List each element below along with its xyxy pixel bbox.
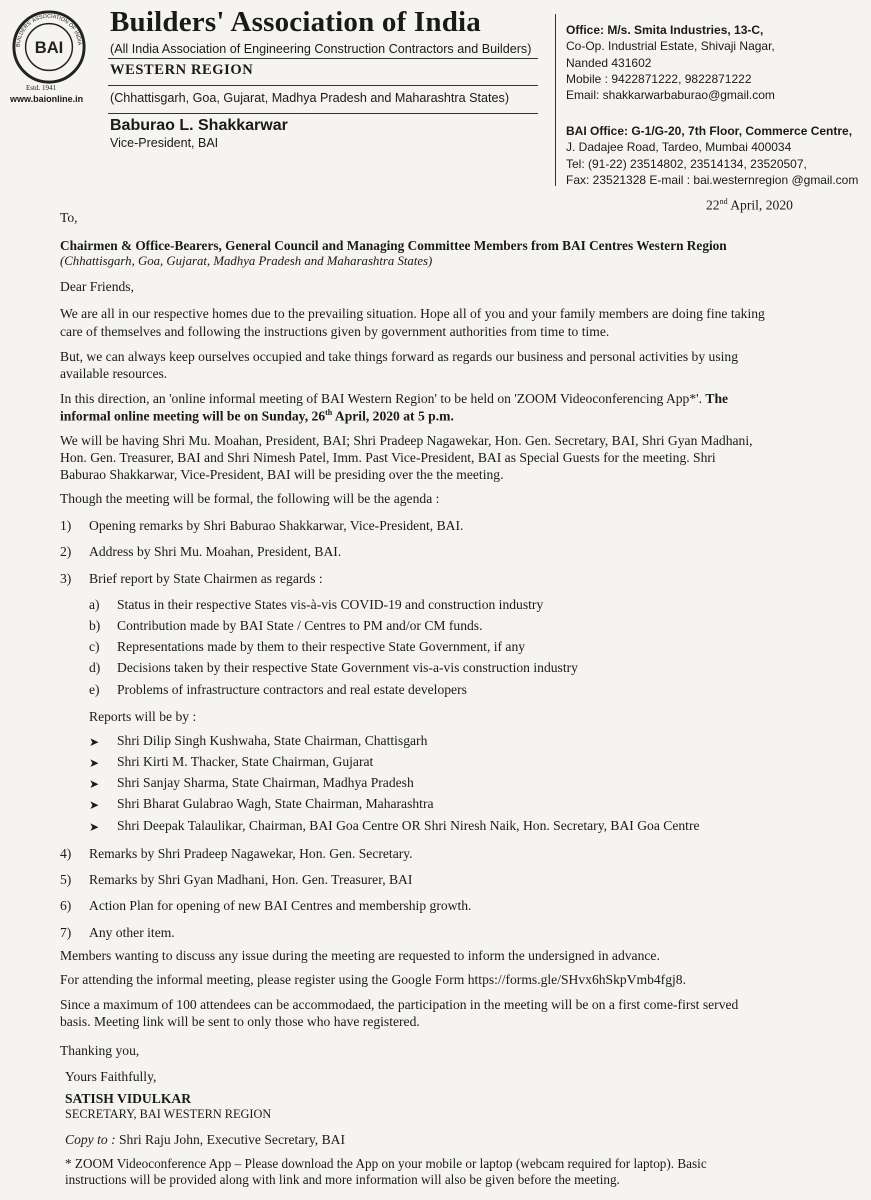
meeting-time: informal online meeting will be on Sunday, 26th April, 2020 at 5 p.m.	[60, 408, 454, 424]
office-address-1	[566, 22, 775, 103]
closing-line: Yours Faithfully,	[65, 1069, 157, 1084]
arrow-bullet-icon: ➤	[89, 735, 100, 749]
org-subtitle: (All India Association of Engineering Construction Contractors and Builders)	[110, 42, 532, 56]
region-title: WESTERN REGION	[110, 62, 254, 78]
subitem-letter: e)	[89, 682, 100, 697]
subitem-letter: c)	[89, 639, 100, 654]
agenda-intro: Though the meeting will be formal, the following will be the agenda :	[60, 491, 440, 506]
divider	[108, 113, 538, 114]
office-address-2	[566, 123, 858, 188]
agenda-item: Action Plan for opening of new BAI Centres and membership growth.	[89, 898, 472, 913]
agenda-item: Brief report by State Chairmen as regards :	[89, 571, 323, 586]
office-line: Fax: 23521328 E-mail : bai.westernregion @gmail.com	[566, 172, 859, 187]
arrow-bullet-icon: ➤	[89, 756, 100, 770]
office-line: Email: shakkarwarbaburao@gmail.com	[566, 88, 775, 103]
agenda-item: Address by Shri Mu. Moahan, President, BAI.	[89, 544, 342, 559]
to-label: To,	[60, 210, 78, 225]
established-label: Estd. 1941	[26, 84, 56, 92]
signer-title: SECRETARY, BAI WESTERN REGION	[65, 1107, 272, 1121]
agenda-item: Opening remarks by Shri Baburao Shakkarwar, Vice-President, BAI.	[89, 518, 464, 533]
office-line: Office: M/s. Smita Industries, 13-C,	[566, 23, 764, 37]
paragraph-line: But, we can always keep ourselves occupied and take things forward as regards our business and personal activities by using	[60, 349, 738, 364]
agenda-item: Remarks by Shri Gyan Madhani, Hon. Gen. Treasurer, BAI	[89, 872, 413, 887]
agenda-number: 2)	[60, 544, 72, 559]
vp-name: Baburao L. Shakkarwar	[110, 117, 288, 134]
paragraph-line: Members wanting to discuss any issue during the meeting are requested to inform the undersigned in advance.	[60, 948, 660, 963]
thanks-line: Thanking you,	[60, 1043, 140, 1058]
agenda-number: 3)	[60, 571, 72, 586]
website-label: www.baionline.in	[10, 94, 84, 104]
vertical-divider	[555, 14, 556, 186]
subitem: Decisions taken by their respective State Government vis-a-vis construction industry	[117, 660, 578, 675]
paragraph-line: We are all in our respective homes due to the prevailing situation. Hope all of you and your family members are doing fine taking	[60, 306, 765, 321]
paragraph-line: care of themselves and following the instructions given by government authorities from time to time.	[60, 324, 610, 339]
footnote-line: instructions will be provided along with link and more information will also be given before the meeting.	[65, 1172, 620, 1187]
paragraph-line: Hon. Gen. Treasurer, BAI and Shri Nimesh Patel, Imm. Past Vice-President, BAI as Special Guests for the meeting. Shri	[60, 450, 716, 465]
addressee-states: (Chhattisgarh, Goa, Gujarat, Madhya Pradesh and Maharashtra States)	[60, 254, 433, 268]
region-states: (Chhattisgarh, Goa, Gujarat, Madhya Pradesh and Maharashtra States)	[110, 91, 510, 105]
addressee: Chairmen & Office-Bearers, General Council and Managing Committee Members from BAI Centres Western Region	[60, 238, 727, 253]
subitem-letter: b)	[89, 618, 101, 633]
divider	[108, 58, 538, 59]
subitem: Problems of infrastructure contractors and real estate developers	[117, 682, 467, 697]
paragraph-line: basis. Meeting link will be sent to only those who have registered.	[60, 1014, 420, 1029]
reports-intro: Reports will be by :	[89, 709, 197, 724]
paragraph-line: Since a maximum of 100 attendees can be accommodaed, the participation in the meeting will be on a first come-first served	[60, 997, 739, 1012]
agenda-number: 4)	[60, 846, 72, 861]
office-line: Co-Op. Industrial Estate, Shivaji Nagar,	[566, 39, 775, 54]
arrow-bullet-icon: ➤	[89, 820, 100, 834]
footnote-line: * ZOOM Videoconference App – Please download the App on your mobile or laptop (webcam required for laptop). Basic	[65, 1156, 707, 1171]
agenda-item: Any other item.	[89, 925, 175, 940]
reporter-item: Shri Dilip Singh Kushwaha, State Chairman, Chattisgarh	[117, 733, 428, 748]
subitem-letter: d)	[89, 660, 101, 675]
arrow-bullet-icon: ➤	[89, 777, 100, 791]
signer-name: SATISH VIDULKAR	[65, 1091, 192, 1106]
agenda-number: 7)	[60, 925, 72, 940]
office-line: BAI Office: G-1/G-20, 7th Floor, Commerce Centre,	[566, 124, 853, 138]
org-name: Builders' Association of India	[110, 6, 481, 38]
office-line: Mobile : 9422871222, 9822871222	[566, 71, 752, 86]
bai-logo	[10, 8, 88, 86]
subitem: Status in their respective States vis-à-vis COVID-19 and construction industry	[117, 597, 544, 612]
agenda-item: Remarks by Shri Pradeep Nagawekar, Hon. Gen. Secretary.	[89, 846, 413, 861]
agenda-number: 1)	[60, 518, 72, 533]
register-line: For attending the informal meeting, please register using the Google Form https://forms.gle/SHvx6hSkpVmb4fgj8.	[60, 972, 686, 987]
office-line: J. Dadajee Road, Tardeo, Mumbai 400034	[566, 140, 792, 155]
subitem-letter: a)	[89, 597, 100, 612]
reporter-item: Shri Deepak Talaulikar, Chairman, BAI Goa Centre OR Shri Niresh Naik, Hon. Secretary, BAI Goa Centre	[117, 818, 700, 833]
paragraph-line: In this direction, an 'online informal meeting of BAI Western Region' to be held on 'ZOOM Videoconferencing App*'. The	[60, 391, 729, 406]
subitem: Representations made by them to their respective State Government, if any	[117, 639, 526, 654]
reporter-item: Shri Bharat Gulabrao Wagh, State Chairman, Maharashtra	[117, 796, 434, 811]
agenda-number: 5)	[60, 872, 72, 887]
divider	[108, 85, 538, 86]
office-line: Nanded 431602	[566, 55, 652, 70]
subitem: Contribution made by BAI State / Centres to PM and/or CM funds.	[117, 618, 483, 633]
letter-date: 22nd April, 2020	[706, 197, 793, 213]
reporter-item: Shri Sanjay Sharma, State Chairman, Madhya Pradesh	[117, 775, 414, 790]
arrow-bullet-icon: ➤	[89, 798, 100, 812]
vp-title: Vice-President, BAI	[110, 136, 219, 150]
reporter-item: Shri Kirti M. Thacker, State Chairman, Gujarat	[117, 754, 374, 769]
paragraph-line: available resources.	[60, 366, 168, 381]
logo-ring-text: BUILDERS' ASSOCIATION OF INDIA	[15, 13, 83, 48]
paragraph-line: We will be having Shri Mu. Moahan, President, BAI; Shri Pradeep Nagawekar, Hon. Gen. Secretary, BAI, Shri Gyan Madhani,	[60, 433, 753, 448]
logo-text: BAI	[34, 37, 64, 57]
salutation: Dear Friends,	[60, 279, 134, 294]
office-line: Tel: (91-22) 23514802, 23514134, 23520507,	[566, 156, 807, 171]
agenda-number: 6)	[60, 898, 72, 913]
paragraph-line: Baburao Shakkarwar, Vice-President, BAI will be presiding over the the meeting.	[60, 467, 504, 482]
copy-to: Copy to : Shri Raju John, Executive Secretary, BAI	[65, 1132, 345, 1147]
